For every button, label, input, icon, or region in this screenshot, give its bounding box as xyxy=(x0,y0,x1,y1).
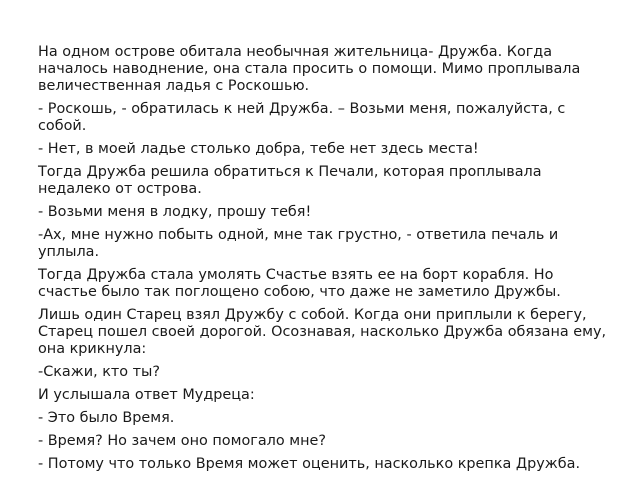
paragraph-8: Лишь один Старец взял Дружбу с собой. Когда они приплыли к берегу, Старец пошел своей дорогой. Осознавая, насколько Дружба обязана ему, она крикнула: xyxy=(38,307,607,357)
paragraph-3: - Нет, в моей ладье столько добра, тебе нет здесь места! xyxy=(38,141,479,157)
paragraph-11: - Это было Время. xyxy=(38,410,175,426)
paragraph-2: - Роскошь, - обратилась к ней Дружба. – Возьми меня, пожалуйста, с собой. xyxy=(38,101,566,134)
paragraph-1: На одном острове обитала необычная жительница- Дружба. Когда началось наводнение, она стала просить о помощи. Мимо проплывала величественная ладья с Роскошью. xyxy=(38,44,581,94)
paragraph-9: -Скажи, кто ты? xyxy=(38,364,161,380)
document-body xyxy=(38,44,612,479)
paragraph-4: Тогда Дружба решила обратиться к Печали, которая проплывала недалеко от острова. xyxy=(38,164,542,197)
paragraph-13: - Потому что только Время может оценить, насколько крепка Дружба. xyxy=(38,456,581,472)
paragraph-6: -Ах, мне нужно побыть одной, мне так грустно, - ответила печаль и уплыла. xyxy=(38,227,559,260)
paragraph-12: - Время? Но зачем оно помогало мне? xyxy=(38,433,326,449)
paragraph-10: И услышала ответ Мудреца: xyxy=(38,387,255,403)
paragraph-7: Тогда Дружба стала умолять Счастье взять ее на борт корабля. Но счастье было так поглощено собою, что даже не заметило Дружбы. xyxy=(38,267,561,300)
paragraph-5: - Возьми меня в лодку, прошу тебя! xyxy=(38,204,312,220)
